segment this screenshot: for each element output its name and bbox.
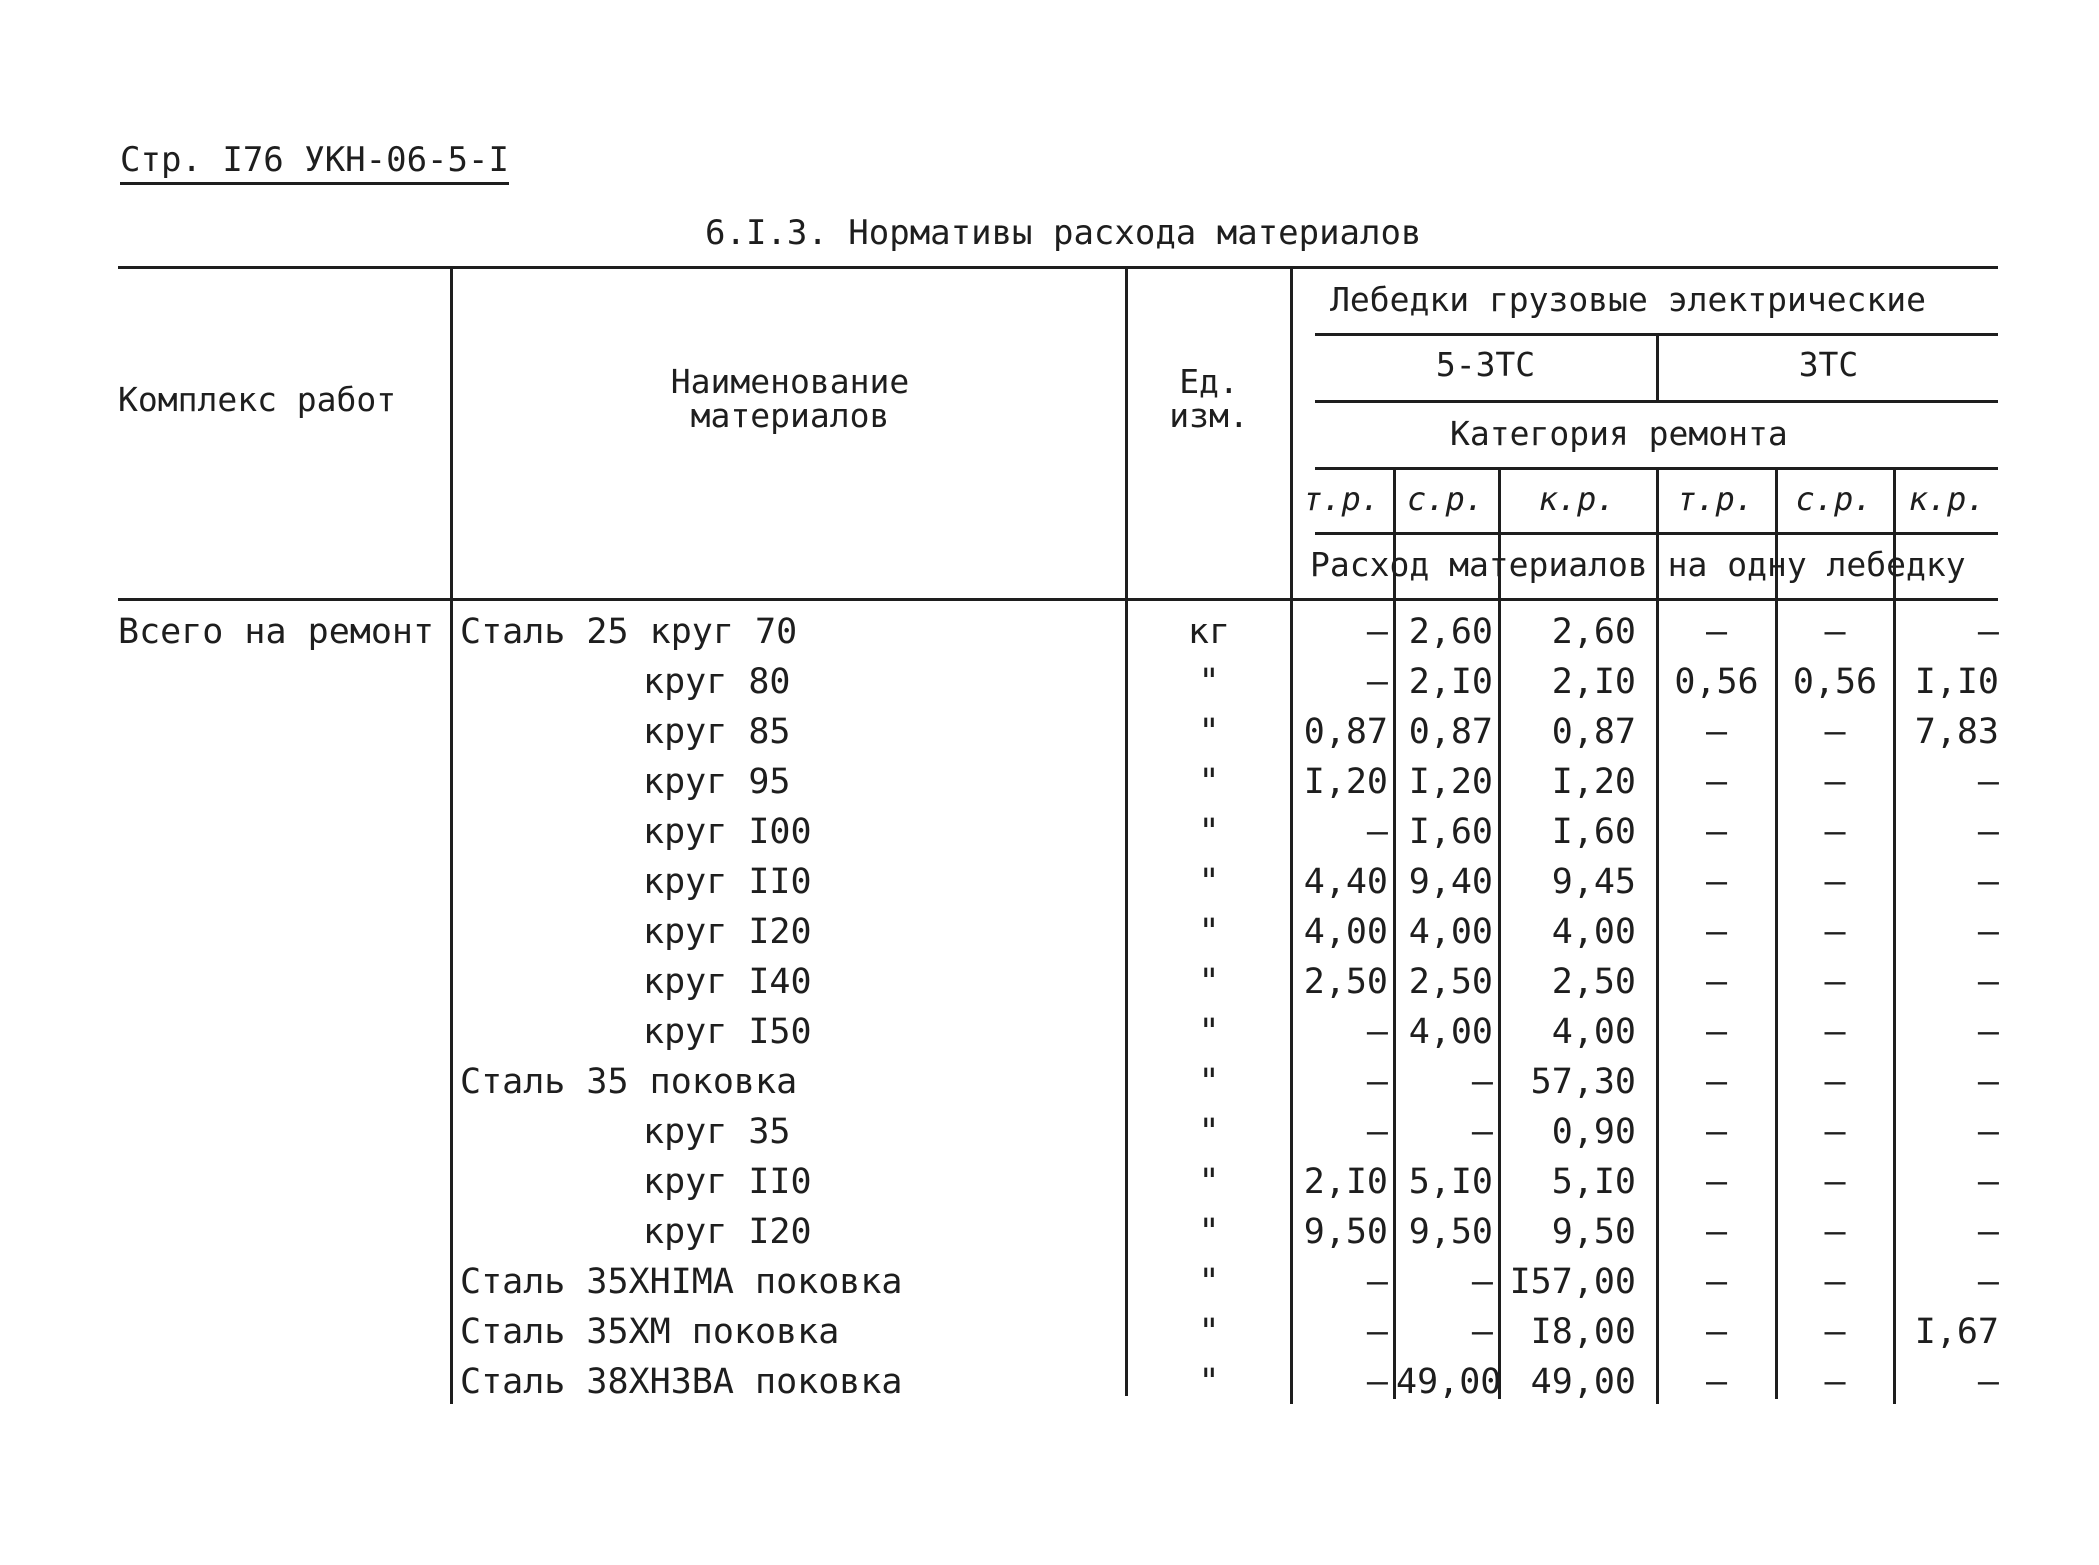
cell-value: – [1471, 1262, 1493, 1302]
cell-value: – [1977, 1112, 1999, 1152]
cell-value: 0,87 [1551, 712, 1636, 752]
cell-value: – [1366, 1062, 1388, 1102]
cell-value: 2,60 [1408, 612, 1493, 652]
cell-unit: " [1198, 912, 1220, 952]
header-name [455, 362, 1125, 435]
header-bottom-rule [118, 598, 1998, 601]
cell-value: – [1705, 1062, 1728, 1102]
cell-value: – [1705, 1162, 1728, 1202]
table-row [0, 1107, 2099, 1157]
cell-value: 4,00 [1408, 1012, 1493, 1052]
header-unit-line1: Ед. [1179, 362, 1239, 401]
cell-value: – [1977, 812, 1999, 852]
cell-value: – [1824, 612, 1846, 652]
cell-value: – [1977, 962, 1999, 1002]
cell-material-name: Сталь 35ХНIМА поковка [460, 1262, 903, 1302]
cell-material-name: Сталь 35ХМ поковка [460, 1312, 840, 1352]
table-row [0, 757, 2099, 807]
cell-value: I,20 [1408, 762, 1493, 802]
cell-value: – [1471, 1112, 1493, 1152]
cell-material-name: Сталь 25 круг 70 [460, 612, 798, 652]
cell-value: 2,I0 [1408, 662, 1493, 702]
header-sub-5: с.р. [1795, 480, 1873, 518]
cell-value: – [1705, 1362, 1728, 1402]
cell-value: 2,I0 [1303, 1162, 1388, 1202]
cell-value: – [1824, 912, 1846, 952]
cell-value: – [1705, 1312, 1728, 1352]
table-row [0, 957, 2099, 1007]
cell-value: – [1824, 962, 1846, 1002]
cell-value: – [1977, 1212, 1999, 1252]
cell-value: – [1705, 612, 1728, 652]
cell-value: – [1705, 712, 1728, 752]
header-sub-3: к.р. [1538, 480, 1616, 518]
cell-value: 2,50 [1303, 962, 1388, 1002]
cell-value: – [1977, 862, 1999, 902]
cell-material-name: круг I40 [643, 962, 812, 1002]
cell-value: – [1977, 612, 1999, 652]
table-row [0, 807, 2099, 857]
cell-value: 9,45 [1551, 862, 1636, 902]
cell-value: 5,I0 [1408, 1162, 1493, 1202]
table-row [0, 1207, 2099, 1257]
cell-value: – [1705, 862, 1728, 902]
cell-unit: " [1198, 762, 1220, 802]
cell-unit: " [1198, 1262, 1220, 1302]
cell-value: 2,50 [1408, 962, 1493, 1002]
cell-value: 4,40 [1303, 862, 1388, 902]
table-row [0, 857, 2099, 907]
table-row [0, 1357, 2099, 1407]
page-header [120, 140, 509, 180]
cell-value: – [1824, 1262, 1846, 1302]
cell-value: – [1824, 712, 1846, 752]
cell-unit: " [1198, 1062, 1220, 1102]
cell-value: – [1705, 1012, 1728, 1052]
cell-value: – [1977, 1262, 1999, 1302]
table-row [0, 1057, 2099, 1107]
cell-value: – [1705, 962, 1728, 1002]
cell-value: – [1977, 912, 1999, 952]
cell-value: 0,87 [1303, 712, 1388, 752]
cell-material-name: Сталь 35 поковка [460, 1062, 798, 1102]
cell-value: 9,50 [1408, 1212, 1493, 1252]
cell-value: 49,00 [1530, 1362, 1636, 1402]
cell-value: 49,00 [1396, 1362, 1502, 1402]
table-row [0, 1157, 2099, 1207]
cell-value: – [1366, 812, 1388, 852]
cell-value: – [1705, 1262, 1728, 1302]
cell-value: 4,00 [1408, 912, 1493, 952]
header-category: Категория ремонта [1450, 414, 1788, 453]
cell-value: – [1824, 812, 1846, 852]
cell-value: 2,60 [1551, 612, 1636, 652]
header-name-line2: материалов [690, 396, 890, 435]
cell-value: 0,56 [1792, 662, 1878, 702]
cell-value: – [1824, 1012, 1846, 1052]
cell-material-name: круг 95 [643, 762, 791, 802]
header-sub-4: т.р. [1676, 480, 1755, 518]
cell-value: – [1977, 1362, 1999, 1402]
cell-value: – [1366, 662, 1388, 702]
cell-unit: " [1198, 1112, 1220, 1152]
cell-value: 5,I0 [1551, 1162, 1636, 1202]
cell-material-name: круг I00 [643, 812, 812, 852]
cell-unit: " [1198, 1012, 1220, 1052]
cell-value: 0,90 [1551, 1112, 1636, 1152]
cell-value: – [1705, 812, 1728, 852]
cell-unit: кг [1187, 612, 1231, 652]
cell-value: – [1824, 1062, 1846, 1102]
cell-value: 2,I0 [1551, 662, 1636, 702]
table-row [0, 1007, 2099, 1057]
header-sub-2: с.р. [1406, 480, 1485, 518]
cell-material-name: круг I50 [643, 1012, 812, 1052]
cell-value: 9,50 [1303, 1212, 1388, 1252]
cell-value: 7,83 [1914, 712, 1999, 752]
cell-value: I8,00 [1530, 1312, 1636, 1352]
cell-unit: " [1198, 1212, 1220, 1252]
cell-value: – [1977, 762, 1999, 802]
cell-value: – [1824, 862, 1846, 902]
cell-material-name: круг I20 [643, 1212, 812, 1252]
cell-value: 0,87 [1408, 712, 1493, 752]
table-title: 6.I.3. Нормативы расхода материалов [705, 213, 1422, 253]
cell-value: – [1471, 1312, 1493, 1352]
header-sub-6: к.р. [1908, 480, 1986, 518]
cell-material-name: круг II0 [643, 862, 812, 902]
cell-value: – [1824, 1362, 1846, 1402]
cell-value: 9,40 [1408, 862, 1493, 902]
table-row [0, 907, 2099, 957]
header-model1: 5-3ТС [1435, 345, 1536, 384]
cell-value: I,60 [1408, 812, 1493, 852]
cell-value: I,67 [1914, 1312, 1999, 1352]
header-group: Лебедки грузовые электрические [1330, 280, 1927, 319]
cell-value: – [1471, 1062, 1493, 1102]
cell-value: – [1366, 1112, 1388, 1152]
cell-unit: " [1198, 662, 1220, 702]
cell-material-name: круг II0 [643, 1162, 812, 1202]
cell-value: – [1977, 1062, 1999, 1102]
cell-unit: " [1198, 1162, 1220, 1202]
cell-value: – [1705, 912, 1728, 952]
cell-unit: " [1198, 712, 1220, 752]
cell-value: I,20 [1303, 762, 1388, 802]
cell-value: – [1366, 1312, 1388, 1352]
cell-value: 0,56 [1674, 662, 1759, 702]
cell-value: – [1705, 762, 1728, 802]
header-unit [1128, 362, 1290, 435]
cell-value: – [1705, 1212, 1728, 1252]
cell-material-name: круг 85 [643, 712, 791, 752]
cell-material-name: Сталь 38ХН3ВА поковка [460, 1362, 903, 1402]
cell-material-name: круг I20 [643, 912, 812, 952]
cell-unit: " [1198, 962, 1220, 1002]
cell-value: – [1705, 1112, 1728, 1152]
cell-value: 2,50 [1551, 962, 1636, 1002]
header-sub-1: т.р. [1302, 480, 1381, 518]
cell-material-name: круг 80 [643, 662, 791, 702]
cell-value: – [1366, 1012, 1388, 1052]
cell-value: 57,30 [1530, 1062, 1636, 1102]
cell-value: 9,50 [1551, 1212, 1636, 1252]
table-row [0, 1257, 2099, 1307]
cell-value: – [1824, 1212, 1846, 1252]
header-name-line1: Наименование [670, 362, 910, 401]
cell-value: – [1366, 1362, 1388, 1402]
cell-value: – [1366, 1262, 1388, 1302]
header-complex: Комплекс работ [118, 380, 397, 419]
cell-value: 4,00 [1303, 912, 1388, 952]
cell-value: – [1824, 1112, 1846, 1152]
cell-complex: Всего на ремонт [118, 612, 435, 652]
cell-value: I,20 [1551, 762, 1636, 802]
cell-unit: " [1198, 1312, 1220, 1352]
cell-value: – [1824, 762, 1846, 802]
cell-value: – [1824, 1162, 1846, 1202]
header-model2: 3ТС [1798, 345, 1859, 384]
cell-value: – [1366, 612, 1388, 652]
cell-unit: " [1198, 1362, 1220, 1402]
table-top-rule [118, 266, 1998, 269]
page-header-text: Стр. I76 УКН-06-5-I [120, 140, 509, 185]
cell-value: 4,00 [1551, 1012, 1636, 1052]
cell-value: I,I0 [1914, 662, 1999, 702]
header-unit-line2: изм. [1169, 396, 1249, 435]
table-row [0, 1307, 2099, 1357]
table-row [0, 707, 2099, 757]
header-consumption: Расход материалов на одну лебедку [1310, 545, 1966, 584]
table-row [0, 607, 2099, 657]
cell-material-name: круг 35 [643, 1112, 791, 1152]
cell-unit: " [1198, 812, 1220, 852]
cell-value: I57,00 [1509, 1262, 1636, 1302]
cell-unit: " [1198, 862, 1220, 902]
cell-value: – [1824, 1312, 1846, 1352]
model-rule [1315, 400, 1998, 403]
cell-value: I,60 [1551, 812, 1636, 852]
cell-value: – [1977, 1012, 1999, 1052]
table-row [0, 657, 2099, 707]
cell-value: 4,00 [1551, 912, 1636, 952]
cell-value: – [1977, 1162, 1999, 1202]
